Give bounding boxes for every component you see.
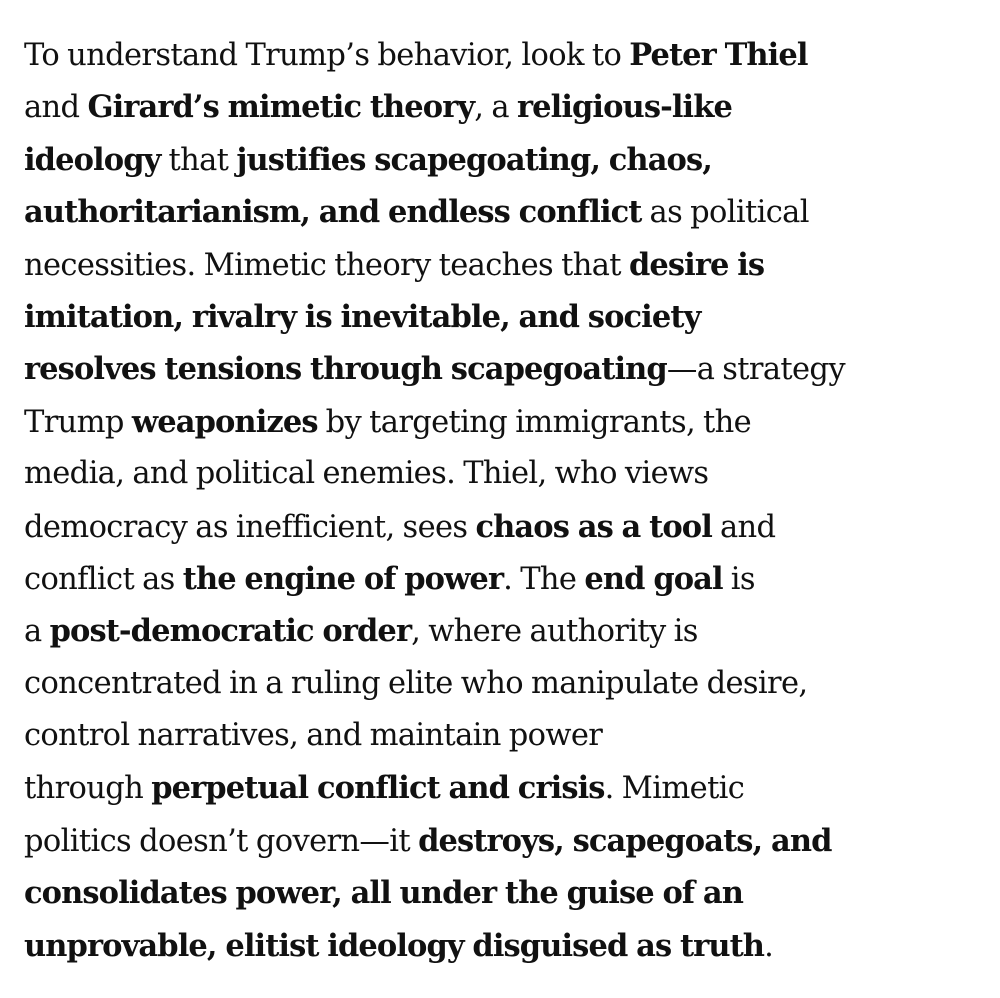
bold-text-span: unprovable, elitist ideology disguised as truth <box>24 927 765 964</box>
text-span: as political <box>641 195 809 231</box>
text-span: democracy as inefficient, sees <box>24 509 476 545</box>
text-span: conflict as <box>24 561 183 597</box>
text-span: media, and political enemies. Thiel, who views <box>24 456 709 492</box>
text-line <box>24 29 984 81</box>
text-line <box>24 448 984 500</box>
text-span: necessities. Mimetic theory teaches that <box>24 247 629 283</box>
text-span: a <box>24 614 50 650</box>
text-span: . The <box>503 561 585 597</box>
text-span: —a strategy <box>666 352 845 388</box>
bold-text-span: destroys, scapegoats, and <box>418 822 832 859</box>
bold-text-span: perpetual conflict and crisis <box>151 770 605 807</box>
bold-text-span: post-democratic order <box>49 613 412 650</box>
bold-text-span: imitation, rivalry is inevitable, and society <box>24 298 701 335</box>
text-span: that <box>160 142 237 178</box>
text-line <box>24 815 984 867</box>
bold-text-span: chaos as a tool <box>475 508 712 545</box>
text-line <box>24 239 984 291</box>
text-span: politics doesn’t govern—it <box>24 823 419 859</box>
text-span: and <box>711 509 776 545</box>
text-line <box>24 81 984 133</box>
text-line <box>24 553 984 605</box>
bold-text-span: religious-like <box>516 89 732 126</box>
text-span: is <box>722 561 755 597</box>
text-line <box>24 710 984 762</box>
bold-text-span: desire is <box>628 246 765 283</box>
text-line <box>24 867 984 919</box>
text-line <box>24 501 984 553</box>
text-span: . Mimetic <box>604 771 745 807</box>
bold-text-span: ideology <box>24 141 161 178</box>
text-span: by targeting immigrants, the <box>317 404 752 440</box>
bold-text-span: Peter Thiel <box>629 37 808 73</box>
text-line <box>24 605 984 657</box>
text-line <box>24 658 984 710</box>
text-line <box>24 762 984 814</box>
text-span: concentrated in a ruling elite who manipulate desire, <box>24 665 808 701</box>
bold-text-span: the engine of power <box>182 560 504 597</box>
text-line <box>24 343 984 395</box>
text-span: . <box>764 928 774 964</box>
text-line <box>24 396 984 448</box>
bold-text-span: consolidates power, all under the guise of an <box>24 875 743 912</box>
text-span: and <box>24 90 88 126</box>
bold-text-span: justifies scapegoating, chaos, <box>236 141 712 178</box>
text-span: control narratives, and maintain power <box>24 718 603 754</box>
text-span: To understand Trump’s behavior, look to <box>24 38 630 73</box>
text-span: Trump <box>24 404 132 440</box>
bold-text-span: authoritarianism, and endless conflict <box>24 194 642 231</box>
text-line <box>24 920 984 972</box>
bold-text-span: end goal <box>584 560 723 597</box>
text-span: , a <box>474 90 517 126</box>
text-line <box>24 186 984 238</box>
text-line <box>24 134 984 186</box>
bold-text-span: Girard’s mimetic theory <box>87 89 475 126</box>
bold-text-span: resolves tensions through scapegoating <box>24 351 667 388</box>
text-span: , where authority is <box>411 614 698 650</box>
bold-text-span: weaponizes <box>131 403 318 440</box>
body-paragraph <box>24 29 984 972</box>
text-line <box>24 291 984 343</box>
text-span: through <box>24 771 152 807</box>
